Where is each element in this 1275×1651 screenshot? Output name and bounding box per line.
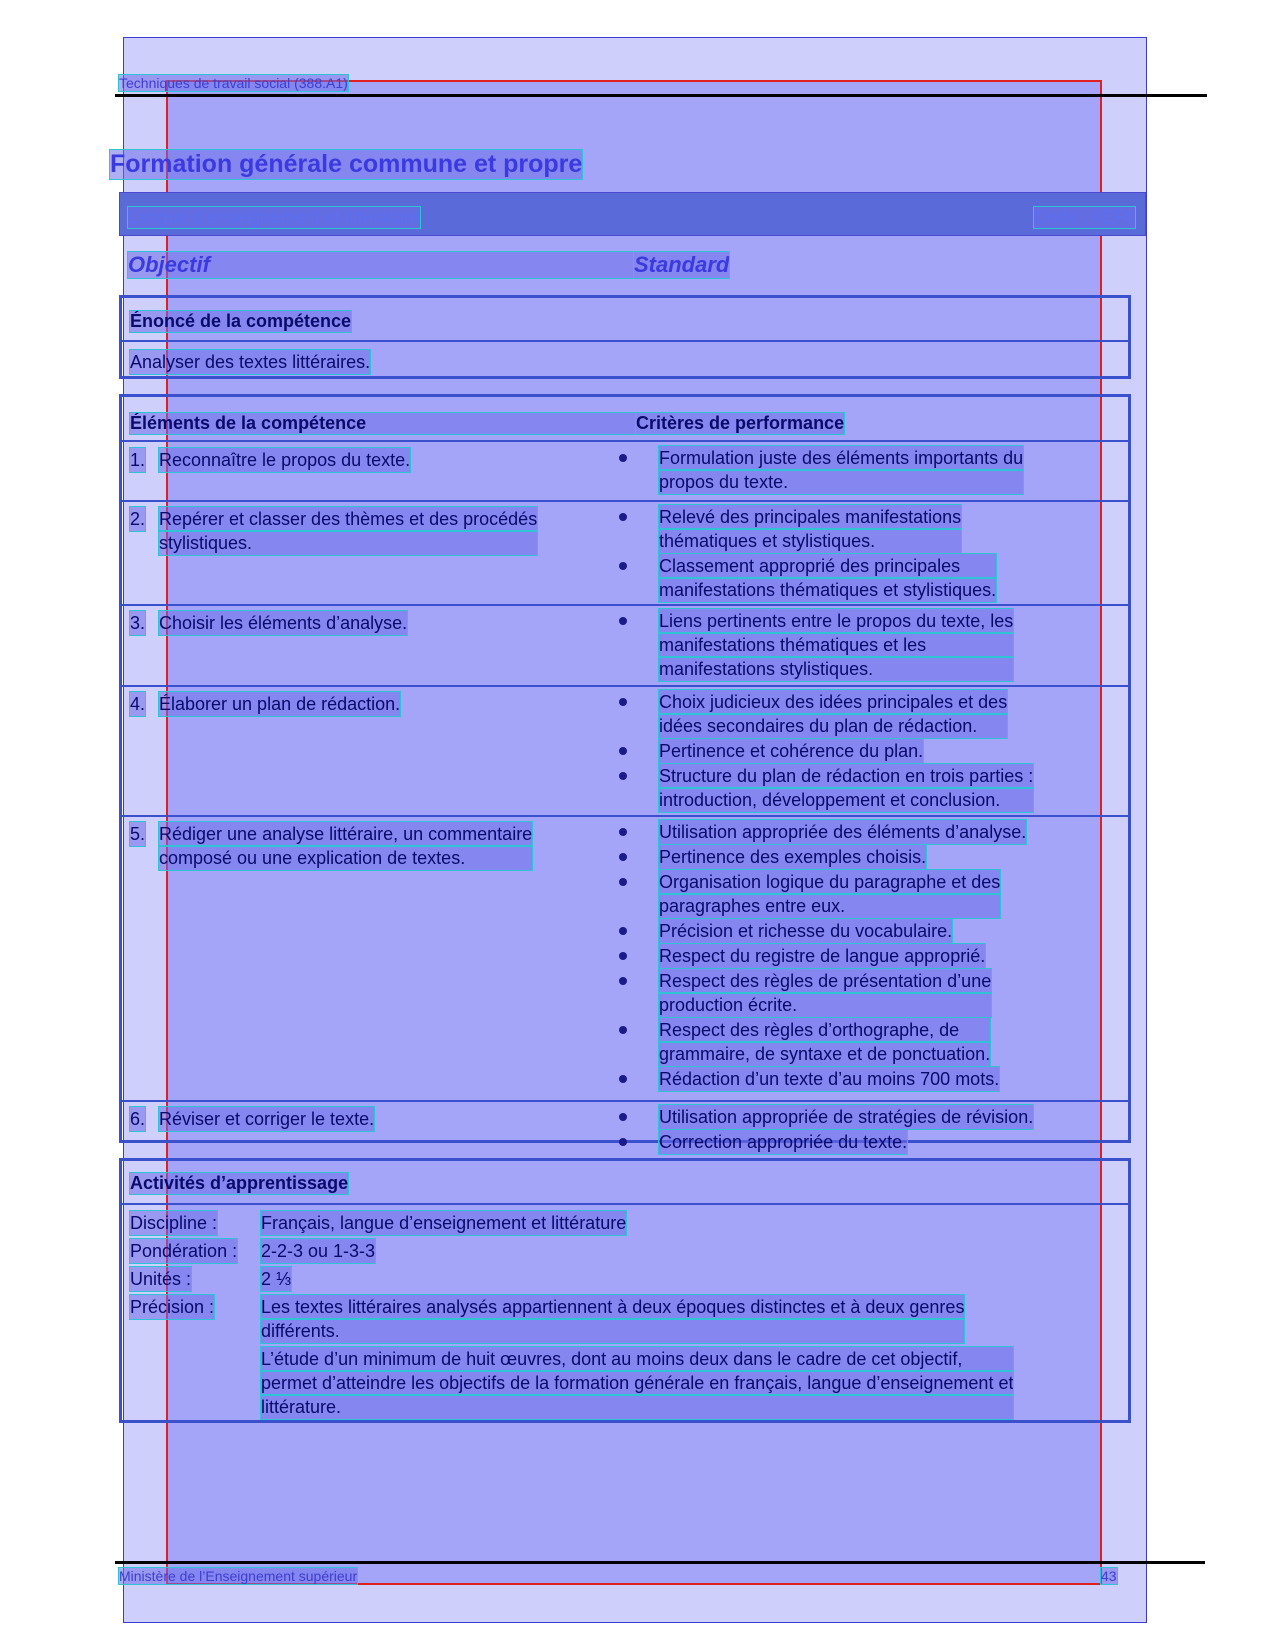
criterion-line: Structure du plan de rédaction en trois parties : <box>659 766 1034 786</box>
precision-line: littérature. <box>261 1395 1013 1419</box>
criterion-line: manifestations thématiques et stylistiques. <box>659 580 997 600</box>
bullet-icon <box>619 952 627 960</box>
criterion-line: Utilisation appropriée des éléments d’analyse. <box>659 822 1027 842</box>
objective-heading: Objectif <box>128 252 633 278</box>
bullet-icon <box>619 513 627 521</box>
row-separator <box>122 815 1128 817</box>
element-number <box>130 448 145 472</box>
performance-criterion <box>659 764 1033 812</box>
element-number <box>130 822 145 846</box>
subject-bar <box>119 192 1146 236</box>
element-line: Rédiger une analyse littéraire, un commentaire <box>159 824 533 844</box>
performance-criterion <box>659 554 996 602</box>
bullet-icon <box>619 878 627 886</box>
bullet-icon <box>619 562 627 570</box>
discipline-value: Français, langue d’enseignement et littérature <box>261 1213 627 1233</box>
precision-paragraph-1 <box>261 1295 964 1343</box>
performance-criterion <box>659 609 1013 681</box>
criterion-line: Classement approprié des principales <box>659 554 996 578</box>
competence-statement: Analyser des textes littéraires. <box>130 352 371 372</box>
page-title: Formation générale commune et propre <box>110 150 583 178</box>
criterion-line: propos du texte. <box>659 470 1023 494</box>
element-number-text: 2. <box>130 509 146 529</box>
criterion-line: manifestations stylistiques. <box>659 657 1013 681</box>
element-line: composé ou une explication de textes. <box>159 846 532 870</box>
bullet-icon <box>619 1113 627 1121</box>
activities-heading: Activités d’apprentissage <box>130 1173 349 1193</box>
criterion-line: Respect du registre de langue approprié. <box>659 946 986 966</box>
criterion-line: Pertinence et cohérence du plan. <box>659 741 924 761</box>
footer-page-number: 43 <box>1101 1568 1117 1584</box>
criterion-line: Précision et richesse du vocabulaire. <box>659 921 953 941</box>
elements-box <box>119 394 1131 1152</box>
bullet-icon <box>619 747 627 755</box>
criterion-line: Rédaction d’un texte d’au moins 700 mots. <box>659 1069 1000 1089</box>
performance-criterion <box>659 690 1007 738</box>
bullet-icon <box>619 828 627 836</box>
unites-value: 2 ⅓ <box>261 1269 292 1289</box>
element-line: Reconnaître le propos du texte. <box>159 450 411 470</box>
activities-separator <box>122 1203 1128 1205</box>
bullet-icon <box>619 927 627 935</box>
performance-criterion <box>659 845 926 869</box>
element-line: Choisir les éléments d’analyse. <box>159 613 408 633</box>
criterion-line: Organisation logique du paragraphe et des <box>659 872 1001 892</box>
criterion-line: Utilisation appropriée de stratégies de révision. <box>659 1107 1034 1127</box>
bullet-icon <box>619 1026 627 1034</box>
bullet-icon <box>619 1075 627 1083</box>
criterion-line: thématiques et stylistiques. <box>659 529 961 553</box>
element-line: Réviser et corriger le texte. <box>159 1109 375 1129</box>
performance-criterion <box>659 739 923 763</box>
ponderation-label: Pondération : <box>130 1241 238 1261</box>
header-rule <box>115 94 1207 97</box>
element-number <box>130 1107 145 1131</box>
elements-separator <box>122 440 1128 442</box>
criteria-heading: Critères de performance <box>636 413 845 433</box>
row-separator <box>122 604 1128 606</box>
precision-line: Les textes littéraires analysés appartiennent à deux époques distinctes et à deux genres <box>261 1297 965 1317</box>
element-text <box>159 1107 374 1131</box>
performance-criterion <box>659 820 1026 844</box>
precision-line: permet d’atteindre les objectifs de la formation générale en français, langue d’enseignement et <box>261 1373 1014 1393</box>
precision-line: L’étude d’un minimum de huit œuvres, dont au moins deux dans le cadre de cet objectif, <box>261 1347 1013 1371</box>
element-number <box>130 692 145 716</box>
header-program: Techniques de travail social (388.A1) <box>119 75 348 91</box>
performance-criterion <box>659 505 961 553</box>
competence-box <box>119 295 1131 379</box>
criterion-line: grammaire, de syntaxe et de ponctuation. <box>659 1044 991 1064</box>
element-text <box>159 822 532 870</box>
competence-heading: Énoncé de la compétence <box>130 311 352 331</box>
activities-box <box>119 1158 1131 1423</box>
element-number-text: 1. <box>130 450 146 470</box>
criterion-line: paragraphes entre eux. <box>659 894 1000 918</box>
criterion-line: Relevé des principales manifestations <box>659 507 962 527</box>
elements-heading: Éléments de la compétence <box>130 413 635 434</box>
element-text <box>159 692 400 716</box>
performance-criterion <box>659 1067 999 1091</box>
bullet-icon <box>619 977 627 985</box>
performance-criterion <box>659 969 991 1017</box>
element-number-text: 3. <box>130 613 146 633</box>
criterion-line: Formulation juste des éléments importants du <box>659 448 1024 468</box>
precision-line: différents. <box>261 1319 964 1343</box>
performance-criterion <box>659 1105 1033 1129</box>
bullet-icon <box>619 617 627 625</box>
element-text <box>159 507 537 555</box>
element-line: stylistiques. <box>159 531 537 555</box>
criterion-line: idées secondaires du plan de rédaction. <box>659 714 1007 738</box>
criterion-line: Respect des règles d’orthographe, de <box>659 1018 990 1042</box>
performance-criterion <box>659 919 952 943</box>
performance-criterion <box>659 446 1023 494</box>
bullet-icon <box>619 1138 627 1146</box>
ponderation-value: 2-2-3 ou 1-3-3 <box>261 1241 376 1261</box>
precision-label: Précision : <box>130 1297 215 1317</box>
element-line: Élaborer un plan de rédaction. <box>159 694 401 714</box>
element-number <box>130 611 145 635</box>
bullet-icon <box>619 698 627 706</box>
element-number <box>130 507 145 531</box>
element-number-text: 5. <box>130 824 146 844</box>
element-number-text: 4. <box>130 694 146 714</box>
criterion-line: Liens pertinents entre le propos du texte, les <box>659 611 1014 631</box>
criterion-line: manifestations thématiques et les <box>659 633 1013 657</box>
competence-separator <box>122 340 1128 342</box>
criterion-line: Correction appropriée du texte. <box>659 1132 908 1152</box>
criterion-line: Choix judicieux des idées principales et des <box>659 692 1008 712</box>
precision-paragraph-2 <box>261 1347 1013 1419</box>
criterion-line: Pertinence des exemples choisis. <box>659 847 927 867</box>
subject-code: Code : 4EF0 <box>1033 207 1135 227</box>
footer-ministry: Ministère de l’Enseignement supérieur <box>119 1568 358 1584</box>
element-line: Repérer et classer des thèmes et des procédés <box>159 509 538 529</box>
subject-name: Langue d’enseignement et littérature <box>128 207 421 227</box>
element-number-text: 6. <box>130 1109 146 1129</box>
standard-heading: Standard <box>634 252 730 277</box>
bullet-icon <box>619 772 627 780</box>
footer-rule <box>115 1561 1205 1564</box>
criterion-line: Respect des règles de présentation d’une <box>659 971 992 991</box>
performance-criterion <box>659 1130 907 1154</box>
row-separator <box>122 1100 1128 1102</box>
element-text <box>159 611 407 635</box>
element-text <box>159 448 410 472</box>
criterion-line: production écrite. <box>659 993 991 1017</box>
bullet-icon <box>619 454 627 462</box>
criterion-line: introduction, développement et conclusion. <box>659 788 1033 812</box>
unites-label: Unités : <box>130 1269 192 1289</box>
row-separator <box>122 685 1128 687</box>
performance-criterion <box>659 870 1000 918</box>
bullet-icon <box>619 853 627 861</box>
performance-criterion <box>659 944 985 968</box>
performance-criterion <box>659 1018 990 1066</box>
row-separator <box>122 500 1128 502</box>
discipline-label: Discipline : <box>130 1213 218 1233</box>
